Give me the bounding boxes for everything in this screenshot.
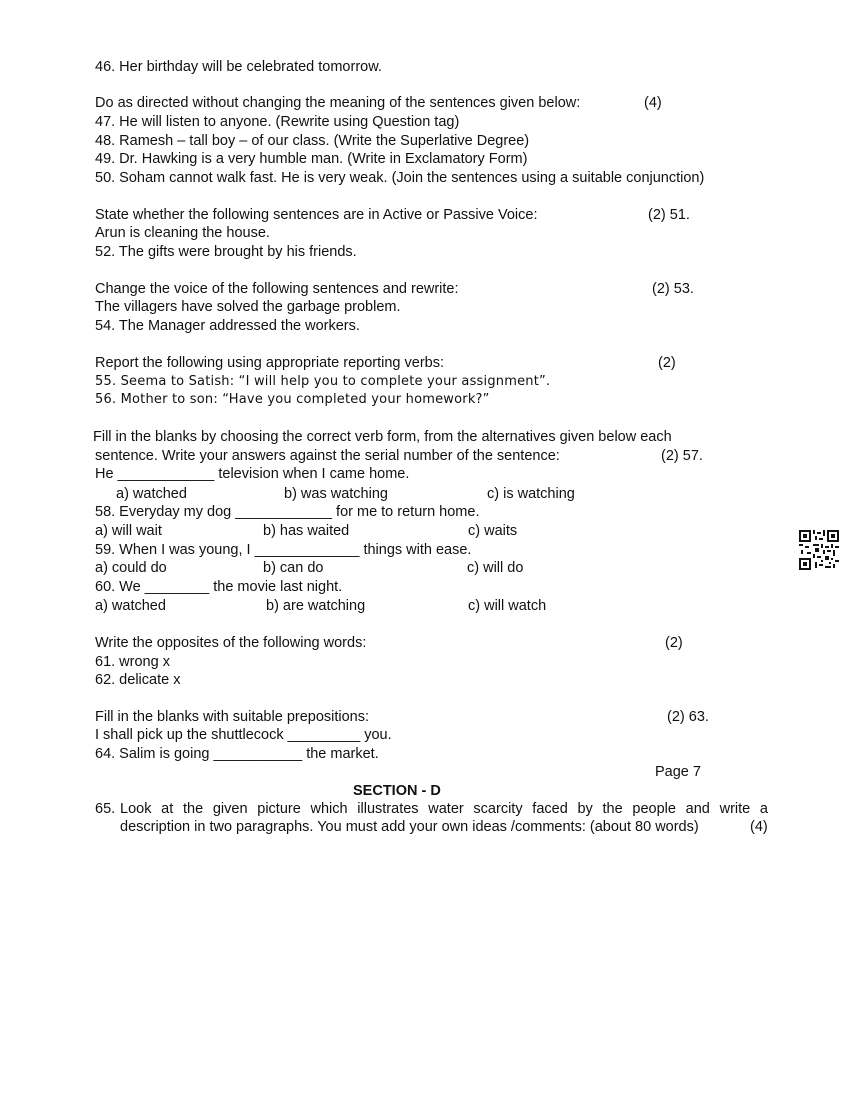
verb-form-instruction-line2: sentence. Write your answers against the serial number of the sentence: — [95, 448, 560, 464]
verb-form-marks: (2) 57. — [661, 448, 703, 464]
opposites-instruction: Write the opposites of the following words: — [95, 635, 367, 651]
question-60-option-b: b) are watching — [266, 598, 366, 614]
question-48: 48. Ramesh – tall boy – of our class. (Write the Superlative Degree) — [95, 133, 530, 149]
question-62: 62. delicate x — [95, 672, 181, 688]
question-64: 64. Salim is going ___________ the market. — [95, 746, 379, 762]
question-50: 50. Soham cannot walk fast. He is very weak. (Join the sentences using a suitable conjunction) — [95, 170, 705, 186]
question-51: Arun is cleaning the house. — [95, 225, 270, 241]
question-60-option-a: a) watched — [95, 598, 166, 614]
question-57-option-b: b) was watching — [284, 486, 388, 502]
do-as-directed-marks: (4) — [644, 95, 662, 111]
active-passive-marks: (2) 51. — [648, 207, 690, 223]
question-59-option-c: c) will do — [467, 560, 524, 576]
question-54: 54. The Manager addressed the workers. — [95, 318, 360, 334]
question-65-line2: description in two paragraphs. You must add your own ideas /comments: (about 80 words) — [120, 819, 699, 835]
question-53: The villagers have solved the garbage problem. — [95, 299, 401, 315]
prepositions-instruction: Fill in the blanks with suitable prepositions: — [95, 709, 370, 725]
qr-code-icon — [799, 530, 839, 570]
change-voice-instruction: Change the voice of the following sentences and rewrite: — [95, 281, 459, 297]
question-65-marks: (4) — [750, 819, 768, 835]
question-57-option-a: a) watched — [116, 486, 187, 502]
do-as-directed-instruction: Do as directed without changing the meaning of the sentences given below: — [95, 95, 581, 111]
page-number: Page 7 — [655, 764, 701, 780]
opposites-marks: (2) — [665, 635, 683, 651]
question-61: 61. wrong x — [95, 654, 170, 670]
question-55: 55. Seema to Satish: “I will help you to complete your assignment”. — [95, 374, 551, 389]
question-46: 46. Her birthday will be celebrated tomorrow. — [95, 59, 382, 75]
active-passive-instruction: State whether the following sentences are in Active or Passive Voice: — [95, 207, 538, 223]
question-52: 52. The gifts were brought by his friends. — [95, 244, 357, 260]
question-59-option-a: a) could do — [95, 560, 167, 576]
question-56: 56. Mother to son: “Have you completed your homework?” — [95, 392, 490, 407]
reporting-marks: (2) — [658, 355, 676, 371]
question-65-line1: Look at the given picture which illustrates water scarcity faced by the people and write a — [120, 801, 768, 817]
question-58-option-c: c) waits — [468, 523, 518, 539]
question-65-number: 65. — [95, 801, 116, 817]
change-voice-marks: (2) 53. — [652, 281, 694, 297]
question-59-option-b: b) can do — [263, 560, 324, 576]
question-60: 60. We ________ the movie last night. — [95, 579, 343, 595]
question-57-option-c: c) is watching — [487, 486, 575, 502]
question-59: 59. When I was young, I _____________ things with ease. — [95, 542, 472, 558]
question-57: He ____________ television when I came home. — [95, 466, 410, 482]
verb-form-instruction-line1: Fill in the blanks by choosing the correct verb form, from the alternatives given below each — [93, 429, 672, 445]
prepositions-marks: (2) 63. — [667, 709, 709, 725]
question-47: 47. He will listen to anyone. (Rewrite using Question tag) — [95, 114, 460, 130]
question-58: 58. Everyday my dog ____________ for me to return home. — [95, 504, 480, 520]
reporting-instruction: Report the following using appropriate reporting verbs: — [95, 355, 445, 371]
question-58-option-b: b) has waited — [263, 523, 350, 539]
question-63: I shall pick up the shuttlecock _________ you. — [95, 727, 392, 743]
question-49: 49. Dr. Hawking is a very humble man. (Write in Exclamatory Form) — [95, 151, 528, 167]
section-d-heading: SECTION - D — [353, 783, 441, 799]
question-60-option-c: c) will watch — [468, 598, 547, 614]
question-58-option-a: a) will wait — [95, 523, 162, 539]
